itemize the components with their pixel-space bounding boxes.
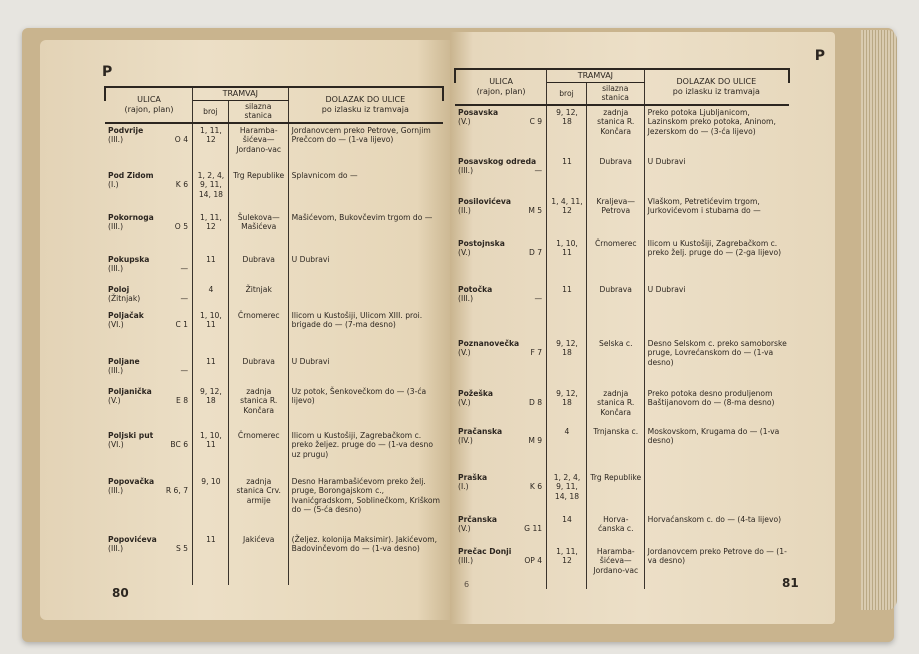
street-name: Poloj <box>108 284 130 294</box>
table-row <box>105 123 443 169</box>
street-rajon: (III.) <box>458 166 474 176</box>
tram-number: 9, 12, 18 <box>547 105 587 155</box>
street-name: Poljačak <box>108 310 144 320</box>
street-plan: M 5 <box>528 206 543 216</box>
street-plan: D 7 <box>529 248 543 258</box>
street-plan: O 4 <box>174 135 189 145</box>
street-name: Prčanska <box>458 514 498 524</box>
table-row <box>455 545 789 589</box>
street-cell <box>455 195 547 237</box>
street-rajon: (I.) <box>108 180 119 190</box>
street-name: Pokupska <box>108 254 150 264</box>
tram-stop: Dubrava <box>586 155 644 195</box>
street-cell <box>105 475 193 533</box>
header-dolazak: DOLAZAK DO ULICE po izlasku iz tramvaja <box>644 69 789 105</box>
street-name: Posavska <box>458 107 499 117</box>
table-row <box>455 155 789 195</box>
directions: Preko potoka Ljubljanicom, Lazinskom preko potoka, Aninom, Jezerskom do — (3-ća lijevo) <box>647 107 776 136</box>
street-rajon: (V.) <box>458 248 471 258</box>
directions: Mašićevom, Bukovčevim trgom do — <box>291 212 433 222</box>
table-row <box>455 387 789 425</box>
tram-stop: Žitnjak <box>228 283 288 309</box>
table-row <box>105 355 443 385</box>
tram-number: 1, 10, 11 <box>193 429 229 475</box>
tram-number: 9, 10 <box>193 475 229 533</box>
street-cell <box>105 253 193 283</box>
street-rajon: (III.) <box>108 135 124 145</box>
table-row <box>455 195 789 237</box>
tram-stop: Trg Republike <box>586 471 644 513</box>
directions: Ilicom u Kustošiji, Ulicom XIII. proi. brigade do — (7-ma desno) <box>291 310 423 330</box>
street-name: Posavskog odreda <box>458 156 537 166</box>
tram-stop: zadnja stanica R. Končara <box>586 387 644 425</box>
left-page-number: 80 <box>112 586 129 600</box>
tram-number: 9, 12, 18 <box>547 387 587 425</box>
tram-stop: zadnja stanica R. Končara <box>586 105 644 155</box>
tram-stop: Šulekova—Mašićeva <box>228 211 288 253</box>
street-rajon: (VI.) <box>108 320 124 330</box>
street-plan: — <box>180 264 189 274</box>
table-row <box>105 475 443 533</box>
table-row <box>455 513 789 545</box>
street-name: Poljane <box>108 356 140 366</box>
tram-number: 4 <box>547 425 587 471</box>
tram-stop: Haramba-šićeva—Jordano-vac <box>586 545 644 589</box>
tram-number: 9, 12, 18 <box>193 385 229 429</box>
street-rajon: (III.) <box>108 544 124 554</box>
tram-stop: Trg Republike <box>228 169 288 211</box>
street-plan: G 11 <box>524 524 543 534</box>
tram-stop: Trnjanska c. <box>586 425 644 471</box>
street-plan: C 1 <box>175 320 189 330</box>
tram-number: 1, 10, 11 <box>193 309 229 355</box>
street-plan: — <box>180 294 189 304</box>
tram-number: 4 <box>193 283 229 309</box>
street-name: Postojnska <box>458 238 505 248</box>
tram-number: 11 <box>193 533 229 585</box>
directions: Uz potok, Šenkovečkom do — (3-ća lijevo) <box>291 386 427 406</box>
street-rajon: (V.) <box>458 398 471 408</box>
street-name: Popovićeva <box>108 534 157 544</box>
table-row <box>105 211 443 253</box>
street-rajon: (V.) <box>458 524 471 534</box>
street-cell <box>105 385 193 429</box>
directions: Ilicom u Kustošiji, Zagrebačkom c. preko želj. pruge do — (2-ga lijevo) <box>647 238 782 258</box>
street-name: Podvrije <box>108 125 144 135</box>
street-plan: K 6 <box>175 180 189 190</box>
street-cell <box>455 337 547 387</box>
table-row <box>105 169 443 211</box>
street-rajon: (III.) <box>108 264 124 274</box>
header-tramvaj: TRAMVAJ <box>547 69 645 83</box>
tram-stop: zadnja stanica Crv. armije <box>228 475 288 533</box>
directions: (Željez. kolonija Maksimir). Jakićevom, Badovinčevom do — (1-va desno) <box>291 534 438 554</box>
tram-number: 1, 11, 12 <box>193 211 229 253</box>
street-cell <box>105 533 193 585</box>
street-cell <box>105 355 193 385</box>
directions: Horvaćanskom c. do — (4-ta lijevo) <box>647 514 782 524</box>
street-cell <box>105 429 193 475</box>
street-cell <box>105 211 193 253</box>
tram-number: 11 <box>193 253 229 283</box>
directions: Jordanovcem preko Petrove do — (1-va desno) <box>647 546 787 566</box>
street-name: Pokornoga <box>108 212 154 222</box>
directions <box>288 283 443 309</box>
signature-mark: 6 <box>464 580 470 589</box>
directions: Ilicom u Kustošiji, Zagrebačkom c. preko želјez. pruge do — (1-va desno uz prugu) <box>291 430 433 459</box>
tram-stop: Črnomerec <box>228 309 288 355</box>
page-edges <box>861 30 897 610</box>
street-name: Posilovićeva <box>458 196 512 206</box>
tram-stop: zadnja stanica R. Končara <box>228 385 288 429</box>
tram-stop: Dubrava <box>228 355 288 385</box>
tram-stop: Črnomerec <box>586 237 644 283</box>
street-cell <box>455 155 547 195</box>
street-cell <box>455 283 547 337</box>
street-rajon: (III.) <box>108 366 124 376</box>
street-rajon: (IV.) <box>458 436 473 446</box>
street-rajon: (V.) <box>108 396 121 406</box>
street-name: Pračanska <box>458 426 503 436</box>
header-dolazak: DOLAZAK DO ULICE po izlasku iz tramvaja <box>288 87 443 123</box>
tram-number: 14 <box>547 513 587 545</box>
street-rajon: (V.) <box>458 348 471 358</box>
tram-number: 1, 2, 4, 9, 11, 14, 18 <box>547 471 587 513</box>
directions: Desno Selskom c. preko samoborske pruge, Lovrećanskom do — (1-va desno) <box>647 338 787 367</box>
street-name: Popovačka <box>108 476 155 486</box>
street-plan: R 6, 7 <box>165 486 189 496</box>
street-plan: E 8 <box>175 396 189 406</box>
directions <box>644 471 789 513</box>
street-rajon: (V.) <box>458 117 471 127</box>
table-row <box>105 429 443 475</box>
directions: Vlaškom, Petretićevim trgom, Jurkovićevom i stubama do — <box>647 196 761 216</box>
directions: U Dubravi <box>291 254 330 264</box>
header-ulica: ULICA (rajon, plan) <box>105 87 193 123</box>
street-rajon: (VI.) <box>108 440 124 450</box>
table-row <box>455 237 789 283</box>
table-row <box>455 283 789 337</box>
table-row <box>105 385 443 429</box>
street-plan: C 9 <box>529 117 543 127</box>
street-plan: — <box>180 366 189 376</box>
street-name: Prečac Donji <box>458 546 512 556</box>
street-cell <box>105 169 193 211</box>
tram-stop: Kraljeva—Petrova <box>586 195 644 237</box>
directions: U Dubravi <box>291 356 330 366</box>
tram-number: 1, 11, 12 <box>193 123 229 169</box>
table-row <box>455 105 789 155</box>
directions: Jordanovcem preko Petrove, Gornjim Prečcom do — (1-va lijevo) <box>291 125 431 145</box>
header-broj: broj <box>193 101 229 123</box>
tram-number: 11 <box>547 155 587 195</box>
header-ulica: ULICA (rajon, plan) <box>455 69 547 105</box>
street-plan: S 5 <box>175 544 189 554</box>
left-page <box>40 40 450 620</box>
directions: Moskovskom, Krugama do — (1-va desno) <box>647 426 780 446</box>
street-rajon: (III.) <box>458 556 474 566</box>
street-cell <box>455 425 547 471</box>
street-name: Poljanička <box>108 386 152 396</box>
directions: Desno Harambašićevom preko želj. pruge, Borongajskom c., Ivanićgradskom, Soblinečkom, Kriškom do — (5-ća desno) <box>291 476 440 515</box>
street-plan: OP 4 <box>524 556 543 566</box>
street-cell <box>105 283 193 309</box>
table-row <box>105 309 443 355</box>
street-rajon: (I.) <box>458 482 469 492</box>
street-name: Požeška <box>458 388 494 398</box>
right-page <box>450 32 835 624</box>
street-cell <box>455 513 547 545</box>
right-street-table <box>454 68 790 589</box>
tram-number: 1, 4, 11, 12 <box>547 195 587 237</box>
street-name: Potočka <box>458 284 493 294</box>
tram-stop: Jakićeva <box>228 533 288 585</box>
tram-number: 9, 12, 18 <box>547 337 587 387</box>
street-rajon: (III.) <box>108 222 124 232</box>
street-name: Poznanovečka <box>458 338 520 348</box>
street-plan: D 8 <box>529 398 543 408</box>
header-tramvaj: TRAMVAJ <box>193 87 289 101</box>
street-cell <box>455 387 547 425</box>
street-rajon: (III.) <box>458 294 474 304</box>
street-plan: O 5 <box>174 222 189 232</box>
street-name: Poljski put <box>108 430 154 440</box>
street-cell <box>455 105 547 155</box>
tram-number: 11 <box>547 283 587 337</box>
left-street-table <box>104 86 444 585</box>
right-page-number: 81 <box>782 576 799 590</box>
street-plan: — <box>534 166 543 176</box>
right-page-letter: P <box>814 48 825 64</box>
directions: U Dubravi <box>647 156 686 166</box>
tram-number: 1, 2, 4, 9, 11, 14, 18 <box>193 169 229 211</box>
street-name: Pod Zidom <box>108 170 154 180</box>
street-plan: — <box>534 294 543 304</box>
tram-number: 11 <box>193 355 229 385</box>
tram-number: 1, 11, 12 <box>547 545 587 589</box>
header-silazna: silazna stanica <box>586 83 644 105</box>
tram-stop: Dubrava <box>228 253 288 283</box>
table-row <box>455 425 789 471</box>
tram-number: 1, 10, 11 <box>547 237 587 283</box>
street-rajon: (Žitnjak) <box>108 294 141 304</box>
tram-stop: Dubrava <box>586 283 644 337</box>
street-plan: F 7 <box>530 348 543 358</box>
header-silazna: silazna stanica <box>228 101 288 123</box>
tram-stop: Haramba-šićeva—Jordano-vac <box>228 123 288 169</box>
tram-stop: Horva-ćanska c. <box>586 513 644 545</box>
street-plan: BC 6 <box>170 440 189 450</box>
directions: Splavnicom do — <box>291 170 358 180</box>
street-cell <box>455 237 547 283</box>
tram-stop: Črnomerec <box>228 429 288 475</box>
table-row <box>105 283 443 309</box>
tram-stop: Selska c. <box>586 337 644 387</box>
street-plan: K 6 <box>529 482 543 492</box>
street-rajon: (II.) <box>458 206 471 216</box>
street-name: Praška <box>458 472 488 482</box>
header-broj: broj <box>547 83 587 105</box>
left-page-letter: P <box>102 64 113 80</box>
table-row <box>455 471 789 513</box>
table-row <box>105 533 443 585</box>
directions: U Dubravi <box>647 284 686 294</box>
table-row <box>455 337 789 387</box>
street-plan: M 9 <box>528 436 543 446</box>
directions: Preko potoka desno produljenom Baštijanovom do — (8-ma desno) <box>647 388 775 408</box>
street-cell <box>105 123 193 169</box>
table-row <box>105 253 443 283</box>
street-cell <box>455 471 547 513</box>
street-rajon: (III.) <box>108 486 124 496</box>
street-cell <box>105 309 193 355</box>
